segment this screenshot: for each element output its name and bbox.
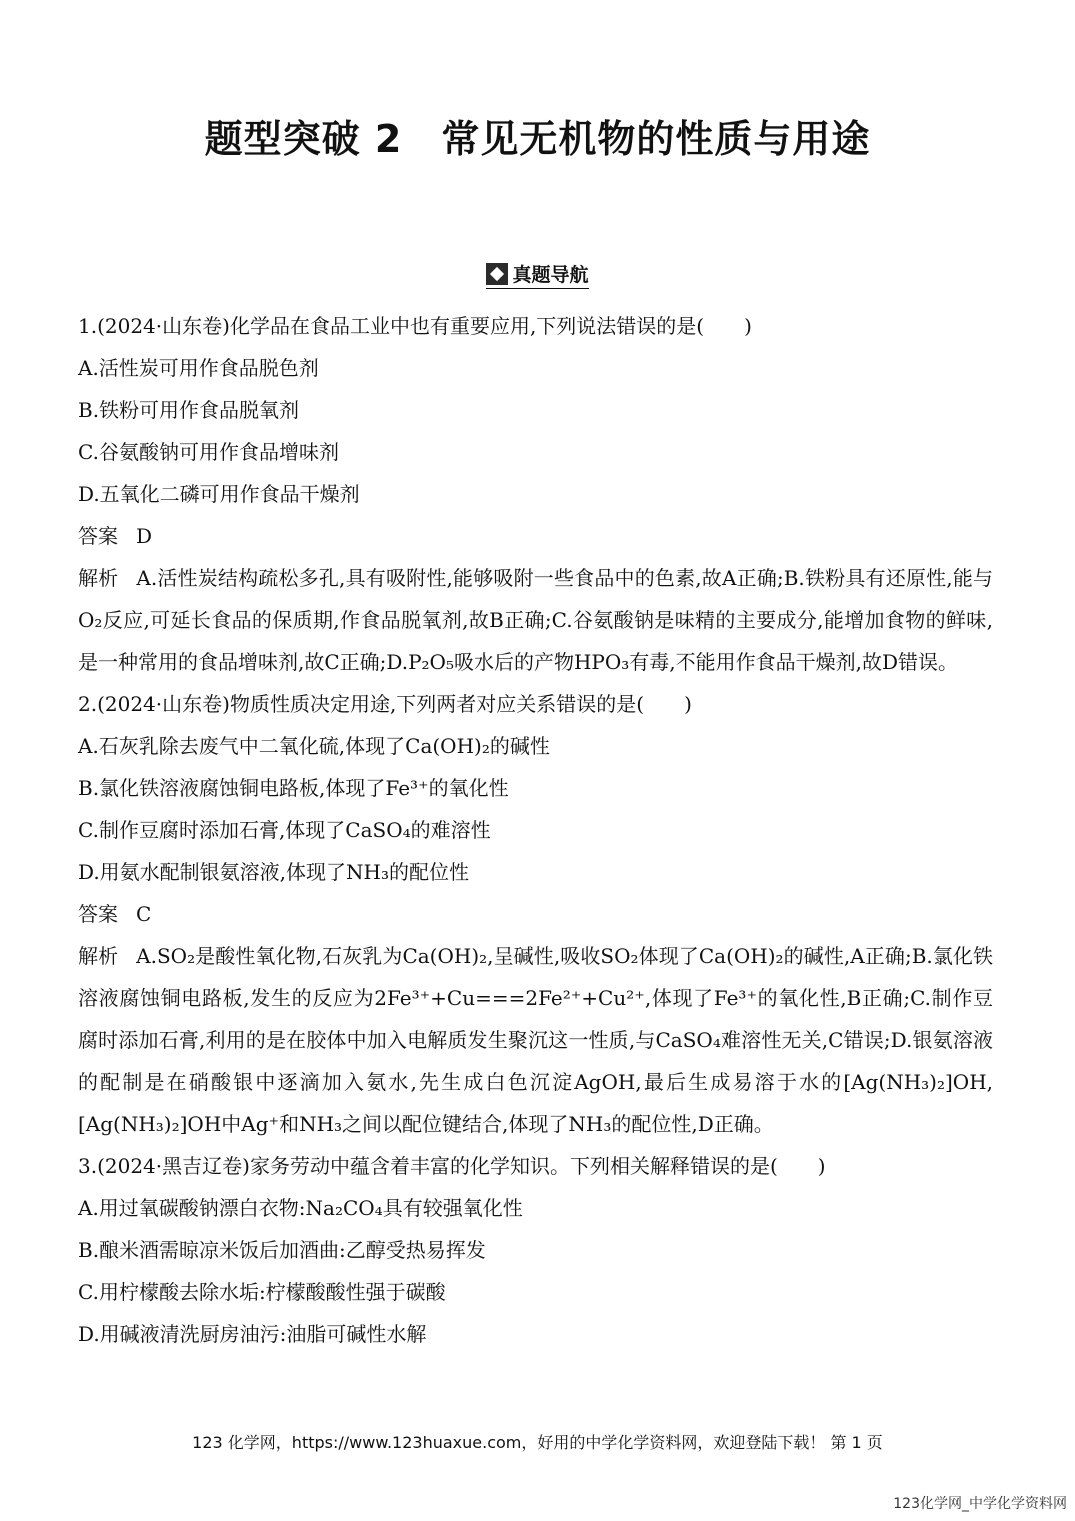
question-1-option-b: B.铁粉可用作食品脱氧剂 — [78, 398, 300, 422]
question-2-option-b: B.氯化铁溶液腐蚀铜电路板,体现了Fe³⁺的氧化性 — [78, 776, 509, 800]
question-2-option-c: C.制作豆腐时添加石膏,体现了CaSO₄的难溶性 — [78, 818, 491, 842]
answer-value: C — [136, 902, 152, 926]
question-1-analysis — [78, 557, 993, 683]
question-1-option-a: A.活性炭可用作食品脱色剂 — [78, 356, 319, 380]
question-3-option-a: A.用过氧碳酸钠漂白衣物:Na₂CO₄具有较强氧化性 — [78, 1196, 523, 1220]
analysis-text: A.SO₂是酸性氧化物,石灰乳为Ca(OH)₂,呈碱性,吸收SO₂体现了Ca(OH)₂的碱性,A正确;B.氯化铁溶液腐蚀铜电路板,发生的反应为2Fe³⁺+Cu===2Fe²⁺+Cu²⁺,体现了Fe³⁺的氧化性,B正确;C.制作豆腐时添加石膏,利用的是在胶体中加入电解质发生聚沉这一性质,与CaSO₄难溶性无关,C错误;D.银氨溶液的配制是在硝酸银中逐滴加入氨水,先生成白色沉淀AgOH,最后生成易溶于水的[Ag(NH₃)₂]OH,[Ag(NH₃)₂]OH中Ag⁺和NH₃之间以配位键结合,体现了NH₃的配位性,D正确。 — [78, 944, 993, 1136]
section-title: 真题导航 — [512, 264, 589, 286]
analysis-text: A.活性炭结构疏松多孔,具有吸附性,能够吸附一些食品中的色素,故A正确;B.铁粉具有还原性,能与O₂反应,可延长食品的保质期,作食品脱氧剂,故B正确;C.谷氨酸钠是味精的主要成分,能增加食物的鲜味,是一种常用的食品增味剂,故C正确;D.P₂O₅吸水后的产物HPO₃有毒,不能用作食品干燥剂,故D错误。 — [78, 566, 994, 674]
analysis-label: 解析 — [78, 566, 119, 590]
question-2-option-a: A.石灰乳除去废气中二氧化硫,体现了Ca(OH)₂的碱性 — [78, 734, 550, 758]
question-3-option-d: D.用碱液清洗厨房油污:油脂可碱性水解 — [78, 1322, 427, 1346]
question-2-analysis — [78, 935, 993, 1145]
page-footer: 123 化学网，https://www.123huaxue.com，好用的中学化学资料网，欢迎登陆下载！ 第 1 页 — [192, 1433, 883, 1452]
answer-label: 答案 — [78, 524, 118, 548]
question-2-stem: 2.(2024·山东卷)物质性质决定用途,下列两者对应关系错误的是( ) — [78, 692, 692, 716]
analysis-label: 解析 — [78, 944, 119, 968]
question-3-option-c: C.用柠檬酸去除水垢:柠檬酸酸性强于碳酸 — [78, 1280, 446, 1304]
watermark-text: 123化学网_中学化学资料网 — [893, 1496, 1067, 1512]
page-title: 题型突破 2 常见无机物的性质与用途 — [204, 117, 871, 161]
question-1-option-d: D.五氧化二磷可用作食品干燥剂 — [78, 482, 360, 506]
question-1-option-c: C.谷氨酸钠可用作食品增味剂 — [78, 440, 339, 464]
document-body — [78, 305, 993, 1355]
answer-value: D — [136, 524, 153, 548]
answer-label: 答案 — [78, 902, 118, 926]
question-3-stem: 3.(2024·黑吉辽卷)家务劳动中蕴含着丰富的化学知识。下列相关解释错误的是( ) — [78, 1154, 826, 1178]
diamond-icon — [486, 263, 508, 285]
question-2-answer — [78, 893, 993, 935]
question-3-option-b: B.酿米酒需晾凉米饭后加酒曲:乙醇受热易挥发 — [78, 1238, 486, 1262]
question-1-answer — [78, 515, 993, 557]
section-header — [0, 260, 1075, 290]
question-1-stem: 1.(2024·山东卷)化学品在食品工业中也有重要应用,下列说法错误的是( ) — [78, 314, 752, 338]
question-2-option-d: D.用氨水配制银氨溶液,体现了NH₃的配位性 — [78, 860, 469, 884]
